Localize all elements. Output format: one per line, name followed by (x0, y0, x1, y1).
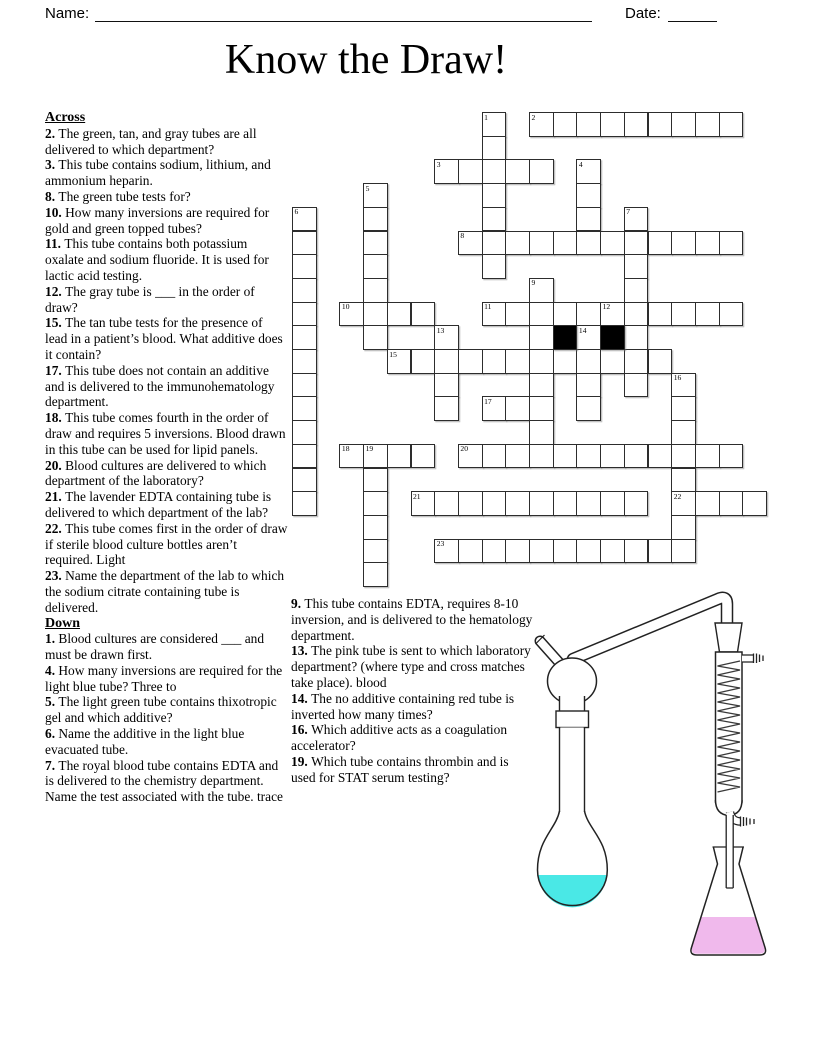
grid-cell-r10c8[interactable] (482, 349, 507, 374)
clue-15: 15. The tan tube tests for the presence of lead in a patient’s blood. What additive does it contain? (45, 315, 283, 362)
grid-cell-r4c8[interactable] (482, 207, 507, 232)
clue-number-20: 20 (460, 444, 468, 454)
grid-cell-r10c14[interactable] (624, 349, 649, 374)
clue-19: 19. Which tube contains thrombin and is used for STAT serum testing? (291, 753, 509, 785)
grid-cell-r19c3[interactable] (363, 562, 388, 587)
grid-cell-r6c14[interactable] (624, 254, 649, 279)
clue-number-6: 6 (294, 207, 299, 217)
grid-cell-r8c9[interactable] (505, 302, 530, 327)
clue-number-11: 11 (484, 302, 492, 312)
grid-cell-r8c13[interactable] (600, 302, 625, 327)
down-clues-right (291, 596, 536, 786)
grid-cell-r11c0[interactable] (292, 373, 317, 398)
grid-cell-r7c14[interactable] (624, 278, 649, 303)
grid-cell-r8c8[interactable] (482, 302, 507, 327)
clue-23: 23. Name the department of the lab to which the sodium citrate containing tube is delivered. (45, 568, 285, 615)
grid-cell-r16c6[interactable] (434, 491, 459, 516)
grid-cell-r13c10[interactable] (529, 420, 554, 445)
grid-cell-r16c12[interactable] (576, 491, 601, 516)
clue-number-15: 15 (389, 349, 397, 359)
grid-cell-r17c16[interactable] (671, 515, 696, 540)
clue-number-9: 9 (531, 278, 536, 288)
grid-cell-r16c13[interactable] (600, 491, 625, 516)
grid-cell-r10c11[interactable] (553, 349, 578, 374)
grid-cell-r14c10[interactable] (529, 444, 554, 469)
grid-cell-r18c14[interactable] (624, 539, 649, 564)
clue-9: 9. This tube contains EDTA, requires 8-10 inversion, and is delivered to the hematology department. (291, 596, 533, 643)
grid-cell-r0c17[interactable] (695, 112, 720, 137)
grid-cell-r7c3[interactable] (363, 278, 388, 303)
clue-1: 1. Blood cultures are considered ___ and must be drawn first. (45, 631, 265, 663)
clue-18: 18. This tube comes fourth in the order of draw and requires 5 inversions. Blood drawn in this tube can be used for lipid panels. (45, 410, 286, 457)
grid-cell-r10c7[interactable] (458, 349, 483, 374)
swan-neck-tube-icon (573, 598, 727, 659)
grid-cell-r5c15[interactable] (648, 231, 673, 256)
grid-cell-r18c15[interactable] (648, 539, 673, 564)
grid-cell-r8c15[interactable] (648, 302, 673, 327)
grid-cell-r6c8[interactable] (482, 254, 507, 279)
clue-number-7: 7 (626, 207, 631, 217)
grid-cell-r16c9[interactable] (505, 491, 530, 516)
flask-neck-icon (556, 695, 589, 728)
page-title: Know the Draw! (224, 37, 508, 83)
grid-cell-r12c0[interactable] (292, 396, 317, 421)
grid-cell-r6c3[interactable] (363, 254, 388, 279)
grid-cell-r4c14[interactable] (624, 207, 649, 232)
grid-cell-r14c5[interactable] (411, 444, 436, 469)
pink-liquid (692, 917, 765, 954)
grid-cell-r10c10[interactable] (529, 349, 554, 374)
grid-black-cell-r9c11 (553, 325, 578, 350)
grid-cell-r5c14[interactable] (624, 231, 649, 256)
grid-cell-r18c11[interactable] (553, 539, 578, 564)
grid-cell-r10c5[interactable] (411, 349, 436, 374)
grid-cell-r14c16[interactable] (671, 444, 696, 469)
grid-cell-r10c4[interactable] (387, 349, 412, 374)
clue-10: 10. How many inversions are required for gold and green topped tubes? (45, 204, 270, 236)
grid-cell-r6c0[interactable] (292, 254, 317, 279)
grid-cell-r0c14[interactable] (624, 112, 649, 137)
grid-cell-r16c16[interactable] (671, 491, 696, 516)
grid-cell-r16c8[interactable] (482, 491, 507, 516)
clue-column-left (45, 110, 288, 805)
grid-cell-r14c15[interactable] (648, 444, 673, 469)
grid-cell-r15c0[interactable] (292, 468, 317, 493)
grid-cell-r18c16[interactable] (671, 539, 696, 564)
grid-cell-r14c9[interactable] (505, 444, 530, 469)
grid-cell-r5c18[interactable] (719, 231, 744, 256)
condenser-icon (715, 623, 763, 827)
date-label: Date: (625, 5, 661, 22)
grid-cell-r18c13[interactable] (600, 539, 625, 564)
grid-cell-r15c16[interactable] (671, 468, 696, 493)
clue-5: 5. The light green tube contains thixotropic gel and which additive? (45, 694, 277, 726)
grid-cell-r16c0[interactable] (292, 491, 317, 516)
grid-cell-r18c12[interactable] (576, 539, 601, 564)
grid-cell-r14c2[interactable] (339, 444, 364, 469)
clue-number-1: 1 (484, 112, 488, 122)
clue-number-2: 2 (531, 112, 536, 122)
grid-cell-r12c16[interactable] (671, 396, 696, 421)
grid-cell-r12c9[interactable] (505, 396, 530, 421)
grid-cell-r8c16[interactable] (671, 302, 696, 327)
grid-cell-r14c18[interactable] (719, 444, 744, 469)
grid-cell-r9c3[interactable] (363, 325, 388, 350)
grid-black-cell-r9c13 (600, 325, 625, 350)
grid-cell-r0c18[interactable] (719, 112, 744, 137)
grid-cell-r12c10[interactable] (529, 396, 554, 421)
grid-cell-r8c17[interactable] (695, 302, 720, 327)
across-heading: Across (45, 110, 86, 125)
clue-number-10: 10 (341, 302, 350, 312)
grid-cell-r3c3[interactable] (363, 183, 388, 208)
grid-cell-r18c3[interactable] (363, 539, 388, 564)
grid-cell-r16c11[interactable] (553, 491, 578, 516)
clue-number-8: 8 (460, 231, 465, 240)
grid-cell-r5c3[interactable] (363, 231, 388, 256)
grid-cell-r14c8[interactable] (482, 444, 507, 469)
grid-cell-r8c18[interactable] (719, 302, 744, 327)
grid-cell-r11c12[interactable] (576, 373, 601, 398)
down-heading: Down (45, 615, 81, 631)
grid-cell-r11c6[interactable] (434, 373, 459, 398)
grid-cell-r8c12[interactable] (576, 302, 601, 327)
grid-cell-r9c0[interactable] (292, 325, 317, 350)
grid-cell-r2c8[interactable] (482, 159, 507, 184)
grid-cell-r2c6[interactable] (434, 159, 459, 184)
grid-cell-r10c15[interactable] (648, 349, 673, 374)
clue-number-5: 5 (365, 183, 370, 193)
grid-cell-r16c3[interactable] (363, 491, 388, 516)
grid-cell-r10c13[interactable] (600, 349, 625, 374)
grid-cell-r12c8[interactable] (482, 396, 507, 421)
grid-cell-r11c10[interactable] (529, 373, 554, 398)
hose-barb-top-icon (742, 654, 763, 664)
grid-cell-r8c5[interactable] (411, 302, 436, 327)
clue-14: 14. The no additive containing red tube is inverted how many times? (291, 690, 515, 722)
grid-cell-r1c8[interactable] (482, 136, 507, 161)
delivery-tube-icon (726, 813, 733, 888)
clue-2: 2. The green, tan, and gray tubes are all delivered to which department? (45, 125, 257, 157)
grid-cell-r8c0[interactable] (292, 302, 317, 327)
cyan-liquid (538, 875, 607, 907)
grid-cell-r10c0[interactable] (292, 349, 317, 374)
grid-cell-r8c11[interactable] (553, 302, 578, 327)
grid-cell-r0c13[interactable] (600, 112, 625, 137)
clue-number-14: 14 (578, 325, 587, 335)
clue-17: 17. This tube does not contain an additive and is delivered to the immunohematology department. (45, 362, 275, 410)
grid-cell-r5c8[interactable] (482, 231, 507, 256)
grid-cell-r2c12[interactable] (576, 159, 601, 184)
grid-cell-r14c7[interactable] (458, 444, 483, 469)
grid-cell-r5c10[interactable] (529, 231, 554, 256)
clue-4: 4. How many inversions are required for the light blue tube? Three to (45, 662, 283, 694)
grid-cell-r5c7[interactable] (458, 231, 483, 256)
grid-cell-r14c3[interactable] (363, 444, 388, 469)
clue-number-13: 13 (436, 325, 445, 335)
clue-number-23: 23 (436, 539, 445, 549)
grid-cell-r14c4[interactable] (387, 444, 412, 469)
clue-21: 21. The lavender EDTA containing tube is delivered to which department of the lab? (45, 489, 272, 520)
grid-cell-r0c15[interactable] (648, 112, 673, 137)
grid-cell-r16c18[interactable] (719, 491, 744, 516)
clue-number-22: 22 (673, 491, 682, 501)
grid-cell-r8c2[interactable] (339, 302, 364, 327)
clue-number-12: 12 (602, 302, 611, 312)
grid-cell-r7c0[interactable] (292, 278, 317, 303)
clue-number-18: 18 (341, 444, 350, 454)
clue-3: 3. This tube contains sodium, lithium, and ammonium heparin. (45, 157, 271, 189)
grid-cell-r11c14[interactable] (624, 373, 649, 398)
grid-cell-r4c0[interactable] (292, 207, 317, 232)
grid-cell-r4c12[interactable] (576, 207, 601, 232)
grid-cell-r18c10[interactable] (529, 539, 554, 564)
clue-number-17: 17 (484, 396, 492, 406)
grid-cell-r5c11[interactable] (553, 231, 578, 256)
grid-cell-r8c14[interactable] (624, 302, 649, 327)
date-input-line[interactable] (668, 21, 717, 22)
grid-cell-r0c10[interactable] (529, 112, 554, 137)
clue-13: 13. The pink tube is sent to which laboratory department? (where type and cross matches take place). blood (291, 643, 531, 690)
grid-cell-r14c0[interactable] (292, 444, 317, 469)
grid-cell-r8c3[interactable] (363, 302, 388, 327)
grid-cell-r14c11[interactable] (553, 444, 578, 469)
grid-cell-r14c17[interactable] (695, 444, 720, 469)
crossword-grid (292, 112, 768, 588)
grid-cell-r0c16[interactable] (671, 112, 696, 137)
grid-cell-r14c14[interactable] (624, 444, 649, 469)
grid-cell-r9c14[interactable] (624, 325, 649, 350)
grid-cell-r13c16[interactable] (671, 420, 696, 445)
distillation-apparatus-illustration (528, 585, 770, 975)
grid-cell-r2c7[interactable] (458, 159, 483, 184)
grid-cell-r0c12[interactable] (576, 112, 601, 137)
grid-cell-r10c9[interactable] (505, 349, 530, 374)
grid-cell-r16c14[interactable] (624, 491, 649, 516)
grid-cell-r5c9[interactable] (505, 231, 530, 256)
grid-cell-r16c5[interactable] (411, 491, 436, 516)
grid-cell-r8c10[interactable] (529, 302, 554, 327)
clue-20: 20. Blood cultures are delivered to which department of the laboratory? (45, 457, 267, 489)
clue-7: 7. The royal blood tube contains EDTA and is delivered to the chemistry department. Name the test associated with the tube. trace (45, 757, 283, 805)
grid-cell-r5c16[interactable] (671, 231, 696, 256)
grid-cell-r16c10[interactable] (529, 491, 554, 516)
grid-cell-r18c8[interactable] (482, 539, 507, 564)
grid-cell-r9c12[interactable] (576, 325, 601, 350)
grid-cell-r15c3[interactable] (363, 468, 388, 493)
grid-cell-r2c10[interactable] (529, 159, 554, 184)
grid-cell-r16c7[interactable] (458, 491, 483, 516)
grid-cell-r4c3[interactable] (363, 207, 388, 232)
grid-cell-r7c10[interactable] (529, 278, 554, 303)
grid-cell-r12c12[interactable] (576, 396, 601, 421)
clue-number-21: 21 (413, 491, 421, 501)
grid-cell-r18c6[interactable] (434, 539, 459, 564)
grid-cell-r16c19[interactable] (742, 491, 767, 516)
grid-cell-r9c6[interactable] (434, 325, 459, 350)
grid-cell-r11c16[interactable] (671, 373, 696, 398)
grid-cell-r5c12[interactable] (576, 231, 601, 256)
grid-cell-r0c11[interactable] (553, 112, 578, 137)
grid-cell-r2c9[interactable] (505, 159, 530, 184)
grid-cell-r3c8[interactable] (482, 183, 507, 208)
clue-number-4: 4 (578, 159, 583, 169)
name-input-line[interactable] (95, 21, 592, 22)
clue-12: 12. The gray tube is ___ in the order of draw? (45, 283, 255, 315)
clue-8: 8. The green tube tests for? (45, 188, 191, 204)
name-label: Name: (45, 5, 90, 22)
across-clues (45, 126, 288, 616)
clue-number-3: 3 (436, 159, 441, 169)
grid-cell-r18c9[interactable] (505, 539, 530, 564)
grid-cell-r16c17[interactable] (695, 491, 720, 516)
grid-cell-r18c7[interactable] (458, 539, 483, 564)
grid-cell-r10c12[interactable] (576, 349, 601, 374)
grid-cell-r10c6[interactable] (434, 349, 459, 374)
clue-6: 6. Name the additive in the light blue evacuated tube. (45, 726, 245, 757)
clue-number-19: 19 (365, 444, 374, 454)
grid-cell-r5c17[interactable] (695, 231, 720, 256)
down-clues-left (45, 631, 288, 805)
grid-cell-r14c12[interactable] (576, 444, 601, 469)
grid-cell-r12c6[interactable] (434, 396, 459, 421)
clue-11: 11. This tube contains both potassium oxalate and sodium fluoride. It is used for lactic acid testing. (45, 236, 269, 283)
grid-cell-r3c12[interactable] (576, 183, 601, 208)
clue-22: 22. This tube comes first in the order of draw if sterile blood culture bottles aren’t required. Light (45, 520, 288, 568)
grid-cell-r9c10[interactable] (529, 325, 554, 350)
grid-cell-r5c0[interactable] (292, 231, 317, 256)
grid-cell-r14c13[interactable] (600, 444, 625, 469)
round-bottom-flask-icon (538, 728, 608, 908)
clue-number-16: 16 (673, 373, 682, 383)
grid-cell-r13c0[interactable] (292, 420, 317, 445)
grid-cell-r17c3[interactable] (363, 515, 388, 540)
grid-cell-r5c13[interactable] (600, 231, 625, 256)
grid-cell-r0c8[interactable] (482, 112, 507, 137)
grid-cell-r8c4[interactable] (387, 302, 412, 327)
clue-16: 16. Which additive acts as a coagulation accelerator? (291, 722, 508, 754)
clue-column-right (291, 596, 536, 786)
